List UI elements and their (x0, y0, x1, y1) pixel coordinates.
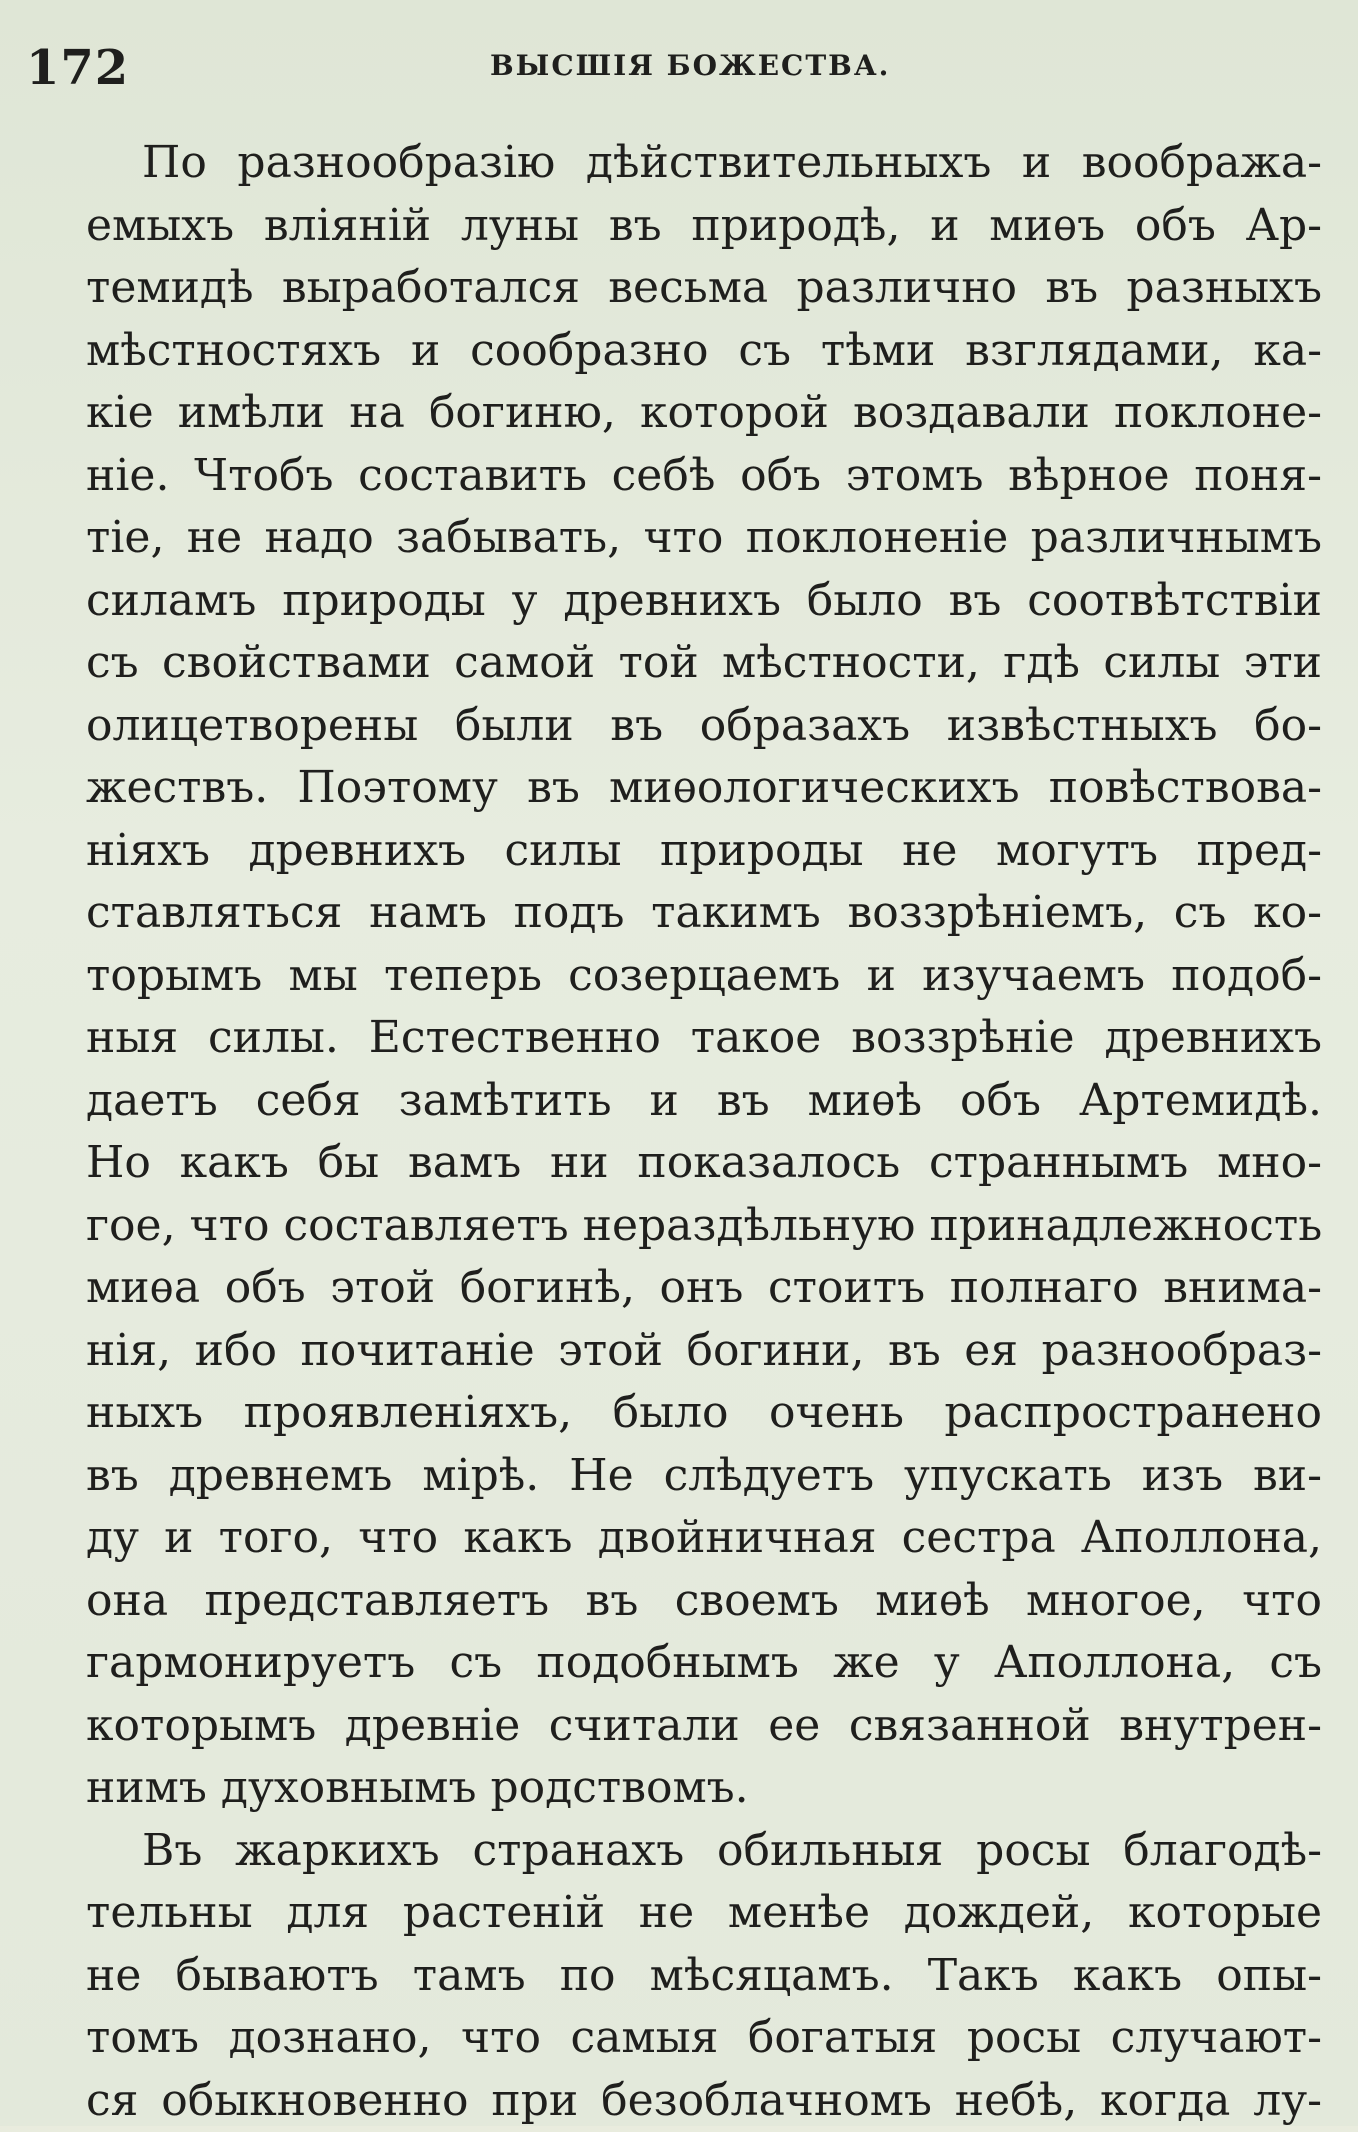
page-number: 172 (26, 44, 129, 92)
text-line: емыхъ вліяній луны въ природѣ, и миѳъ объ Ар- (86, 195, 1322, 258)
text-line: ныхъ проявленіяхъ, было очень распространено (86, 1382, 1322, 1445)
text-line: даетъ себя замѣтить и въ миѳѣ объ Артемидѣ. (86, 1070, 1322, 1133)
text-line: ду и того, что какъ двойничная сестра Аполлона, (86, 1507, 1322, 1570)
text-line: торымъ мы теперь созерцаемъ и изучаемъ подоб- (86, 945, 1322, 1008)
text-line: тіе, не надо забывать, что поклоненіе различнымъ (86, 507, 1322, 570)
paragraph-1 (86, 132, 1322, 1820)
body-text (86, 132, 1322, 2132)
text-line: гармонируетъ съ подобнымъ же у Аполлона, съ (86, 1632, 1322, 1695)
text-line: Въ жаркихъ странахъ обильныя росы благодѣ- (86, 1820, 1322, 1883)
text-line: ныя силы. Естественно такое воззрѣніе древнихъ (86, 1007, 1322, 1070)
text-line: тельны для растеній не менѣе дождей, которые (86, 1882, 1322, 1945)
text-line: нимъ духовнымъ родствомъ. (86, 1757, 1322, 1820)
text-line: По разнообразію дѣйствительныхъ и вообража- (86, 132, 1322, 195)
text-line: ніе. Чтобъ составить себѣ объ этомъ вѣрное поня- (86, 445, 1322, 508)
text-line: она представляетъ въ своемъ миѳѣ многое, что (86, 1570, 1322, 1633)
text-line: мѣстностяхъ и сообразно съ тѣми взглядами, ка- (86, 320, 1322, 383)
text-line: кіе имѣли на богиню, которой воздавали поклоне- (86, 382, 1322, 445)
text-line: томъ дознано, что самыя богатыя росы случают- (86, 2007, 1322, 2070)
paragraph-2 (86, 1820, 1322, 2132)
text-line: Но какъ бы вамъ ни показалось страннымъ мно- (86, 1132, 1322, 1195)
text-line: темидѣ выработался весьма различно въ разныхъ (86, 257, 1322, 320)
running-head: ВЫСШІЯ БОЖЕСТВА. (490, 52, 890, 80)
text-line: жествъ. Поэтому въ миѳологическихъ повѣствова- (86, 757, 1322, 820)
text-line: въ древнемъ мірѣ. Не слѣдуетъ упускать изъ ви- (86, 1445, 1322, 1508)
text-line: олицетворены были въ образахъ извѣстныхъ бо- (86, 695, 1322, 758)
text-line: съ свойствами самой той мѣстности, гдѣ силы эти (86, 632, 1322, 695)
text-line: силамъ природы у древнихъ было въ соотвѣтствіи (86, 570, 1322, 633)
text-line: гое, что составляетъ нераздѣльную принадлежность (86, 1195, 1322, 1258)
text-line: не бываютъ тамъ по мѣсяцамъ. Такъ какъ опы- (86, 1945, 1322, 2008)
text-line: которымъ древніе считали ее связанной внутрен- (86, 1695, 1322, 1758)
text-line: нія, ибо почитаніе этой богини, въ ея разнообраз- (86, 1320, 1322, 1383)
text-line: миѳа объ этой богинѣ, онъ стоитъ полнаго внима- (86, 1257, 1322, 1320)
text-line: ставляться намъ подъ такимъ воззрѣніемъ, съ ко- (86, 882, 1322, 945)
text-line: ся обыкновенно при безоблачномъ небѣ, когда лу- (86, 2070, 1322, 2132)
text-line: ніяхъ древнихъ силы природы не могутъ пред- (86, 820, 1322, 883)
